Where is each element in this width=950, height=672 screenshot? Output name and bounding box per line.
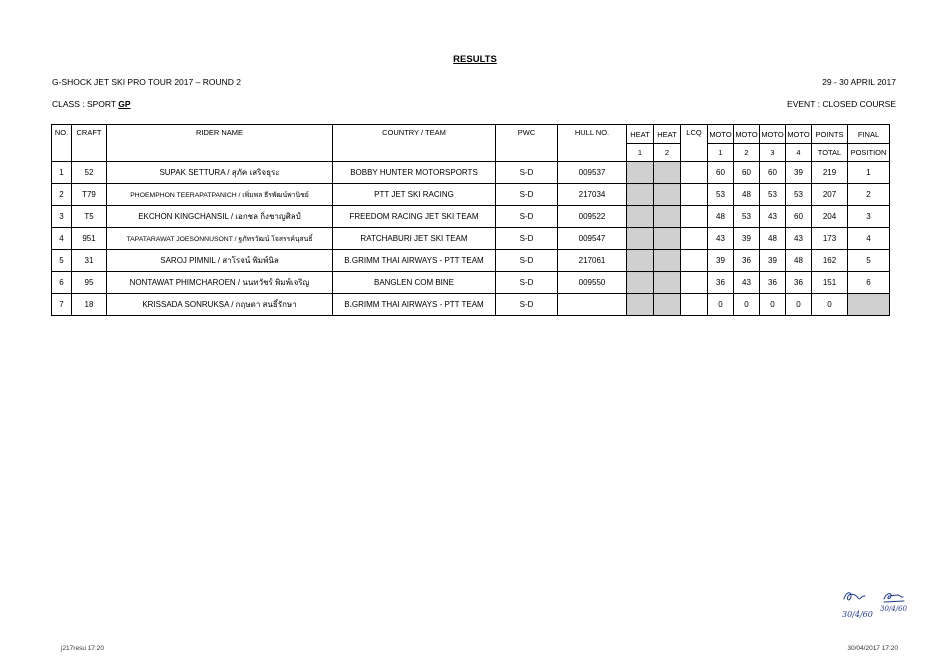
cell-heat2 xyxy=(654,228,681,250)
cell-country: BANGLEN COM BINE xyxy=(333,272,496,294)
cell-pwc: S-D xyxy=(496,294,558,316)
cell-heat2 xyxy=(654,250,681,272)
cell-moto2: 0 xyxy=(734,294,760,316)
cell-moto1: 48 xyxy=(708,206,734,228)
cell-pwc: S-D xyxy=(496,162,558,184)
header-moto4: MOTO xyxy=(786,125,812,144)
header-country-team: COUNTRY / TEAM xyxy=(333,125,496,162)
cell-craft: T5 xyxy=(72,206,107,228)
header-craft: CRAFT xyxy=(72,125,107,162)
cell-moto1: 36 xyxy=(708,272,734,294)
cell-lcq xyxy=(681,206,708,228)
table-row xyxy=(52,206,890,228)
cell-final: 5 xyxy=(848,250,890,272)
header-rider-name: RIDER NAME xyxy=(107,125,333,162)
class-name: GP xyxy=(118,99,131,109)
cell-hull: 217061 xyxy=(558,250,627,272)
cell-lcq xyxy=(681,272,708,294)
cell-moto2: 53 xyxy=(734,206,760,228)
footer-timestamp: 30/04/2017 17:20 xyxy=(847,645,898,652)
header-moto4-num: 4 xyxy=(786,144,812,162)
cell-points: 219 xyxy=(812,162,848,184)
cell-pwc: S-D xyxy=(496,228,558,250)
cell-moto2: 43 xyxy=(734,272,760,294)
cell-country: FREEDOM RACING JET SKI TEAM xyxy=(333,206,496,228)
cell-lcq xyxy=(681,162,708,184)
cell-lcq xyxy=(681,294,708,316)
cell-heat2 xyxy=(654,162,681,184)
class-line xyxy=(52,99,131,109)
cell-moto3: 39 xyxy=(760,250,786,272)
cell-no: 3 xyxy=(52,206,72,228)
cell-moto4: 60 xyxy=(786,206,812,228)
event-date: 29 - 30 APRIL 2017 xyxy=(822,77,896,87)
cell-moto1: 39 xyxy=(708,250,734,272)
cell-pwc: S-D xyxy=(496,250,558,272)
cell-pwc: S-D xyxy=(496,184,558,206)
cell-moto3: 36 xyxy=(760,272,786,294)
cell-no: 6 xyxy=(52,272,72,294)
header-moto3-num: 3 xyxy=(760,144,786,162)
table-row xyxy=(52,162,890,184)
table-row xyxy=(52,184,890,206)
footer-file-id: j217resu 17:20 xyxy=(61,645,105,652)
cell-no: 4 xyxy=(52,228,72,250)
cell-heat1 xyxy=(627,294,654,316)
header-no: NO. xyxy=(52,125,72,162)
cell-final: 3 xyxy=(848,206,890,228)
cell-rider: NONTAWAT PHIMCHAROEN / นนทวัชร์ พิมพ์เจริญ xyxy=(107,272,333,294)
svg-text:30/4/60: 30/4/60 xyxy=(842,610,873,619)
cell-moto4: 39 xyxy=(786,162,812,184)
cell-rider: TAPATARAWAT JOESONNUSONT / ฐภัทรวัฒน์ โจสรรค์นุสนธิ์ xyxy=(107,228,333,250)
cell-craft: 18 xyxy=(72,294,107,316)
cell-heat2 xyxy=(654,272,681,294)
cell-heat1 xyxy=(627,228,654,250)
cell-points: 151 xyxy=(812,272,848,294)
header-heat1-num: 1 xyxy=(627,144,654,162)
cell-craft: 31 xyxy=(72,250,107,272)
header-pwc: PWC xyxy=(496,125,558,162)
cell-hull: 009522 xyxy=(558,206,627,228)
table-row xyxy=(52,250,890,272)
cell-lcq xyxy=(681,228,708,250)
cell-country: B.GRIMM THAI AIRWAYS - PTT TEAM xyxy=(333,294,496,316)
cell-hull: 009537 xyxy=(558,162,627,184)
header-row-top xyxy=(52,125,890,144)
header-points: POINTS xyxy=(812,125,848,144)
cell-country: PTT JET SKI RACING xyxy=(333,184,496,206)
cell-rider: PHOEMPHON TEERAPATPANICH / เพิ่มพล ธีรพัฒน์พานิชย์ xyxy=(107,184,333,206)
header-heat2: HEAT xyxy=(654,125,681,144)
cell-moto4: 0 xyxy=(786,294,812,316)
cell-moto3: 0 xyxy=(760,294,786,316)
results-table xyxy=(51,124,890,316)
cell-heat1 xyxy=(627,184,654,206)
event-type: EVENT : CLOSED COURSE xyxy=(787,99,896,109)
cell-rider: EKCHON KINGCHANSIL / เอกชล กิ่งชาญศิลป์ xyxy=(107,206,333,228)
cell-craft: T79 xyxy=(72,184,107,206)
cell-final: 4 xyxy=(848,228,890,250)
cell-no: 5 xyxy=(52,250,72,272)
cell-craft: 951 xyxy=(72,228,107,250)
cell-points: 204 xyxy=(812,206,848,228)
header-heat2-num: 2 xyxy=(654,144,681,162)
cell-moto3: 60 xyxy=(760,162,786,184)
cell-hull: 217034 xyxy=(558,184,627,206)
cell-rider: SAROJ PIMNIL / สาโรจน์ พิมพ์นิล xyxy=(107,250,333,272)
table-row xyxy=(52,272,890,294)
header-final-position: POSITION xyxy=(848,144,890,162)
cell-moto2: 60 xyxy=(734,162,760,184)
cell-heat1 xyxy=(627,272,654,294)
cell-moto1: 53 xyxy=(708,184,734,206)
header-moto2-num: 2 xyxy=(734,144,760,162)
cell-final: 6 xyxy=(848,272,890,294)
cell-final xyxy=(848,294,890,316)
table-row xyxy=(52,294,890,316)
cell-no: 1 xyxy=(52,162,72,184)
cell-pwc: S-D xyxy=(496,272,558,294)
cell-points: 162 xyxy=(812,250,848,272)
cell-hull xyxy=(558,294,627,316)
cell-country: BOBBY HUNTER MOTORSPORTS xyxy=(333,162,496,184)
cell-country: RATCHABURI JET SKI TEAM xyxy=(333,228,496,250)
header-final: FINAL xyxy=(848,125,890,144)
cell-craft: 52 xyxy=(72,162,107,184)
header-points-total: TOTAL xyxy=(812,144,848,162)
cell-country: B.GRIMM THAI AIRWAYS - PTT TEAM xyxy=(333,250,496,272)
cell-rider: KRISSADA SONRUKSA / กฤษดา สนธิ์รักษา xyxy=(107,294,333,316)
cell-moto2: 48 xyxy=(734,184,760,206)
header-moto1: MOTO xyxy=(708,125,734,144)
cell-hull: 009547 xyxy=(558,228,627,250)
class-prefix: CLASS : SPORT xyxy=(52,99,119,109)
svg-text:30/4/60: 30/4/60 xyxy=(880,605,907,613)
cell-hull: 009550 xyxy=(558,272,627,294)
cell-points: 173 xyxy=(812,228,848,250)
cell-moto4: 43 xyxy=(786,228,812,250)
header-heat1: HEAT xyxy=(627,125,654,144)
cell-heat2 xyxy=(654,206,681,228)
cell-moto1: 60 xyxy=(708,162,734,184)
cell-moto3: 43 xyxy=(760,206,786,228)
cell-moto4: 48 xyxy=(786,250,812,272)
cell-points: 207 xyxy=(812,184,848,206)
cell-lcq xyxy=(681,184,708,206)
cell-heat2 xyxy=(654,294,681,316)
event-name: G-SHOCK JET SKI PRO TOUR 2017 – ROUND 2 xyxy=(52,77,241,87)
cell-moto2: 36 xyxy=(734,250,760,272)
table-row xyxy=(52,228,890,250)
cell-heat1 xyxy=(627,162,654,184)
header-moto2: MOTO xyxy=(734,125,760,144)
cell-no: 7 xyxy=(52,294,72,316)
results-title: RESULTS xyxy=(453,54,497,65)
header-hull-no: HULL NO. xyxy=(558,125,627,162)
handwritten-signature xyxy=(840,587,910,621)
cell-moto1: 0 xyxy=(708,294,734,316)
cell-heat2 xyxy=(654,184,681,206)
cell-moto2: 39 xyxy=(734,228,760,250)
cell-points: 0 xyxy=(812,294,848,316)
cell-heat1 xyxy=(627,250,654,272)
cell-craft: 95 xyxy=(72,272,107,294)
cell-final: 2 xyxy=(848,184,890,206)
cell-heat1 xyxy=(627,206,654,228)
header-moto3: MOTO xyxy=(760,125,786,144)
cell-final: 1 xyxy=(848,162,890,184)
cell-lcq xyxy=(681,250,708,272)
header-lcq: LCQ xyxy=(681,125,708,162)
cell-moto1: 43 xyxy=(708,228,734,250)
cell-moto3: 48 xyxy=(760,228,786,250)
cell-pwc: S-D xyxy=(496,206,558,228)
cell-moto4: 36 xyxy=(786,272,812,294)
cell-rider: SUPAK SETTURA / สุภัค เสริจธุระ xyxy=(107,162,333,184)
cell-moto3: 53 xyxy=(760,184,786,206)
cell-moto4: 53 xyxy=(786,184,812,206)
cell-no: 2 xyxy=(52,184,72,206)
header-moto1-num: 1 xyxy=(708,144,734,162)
